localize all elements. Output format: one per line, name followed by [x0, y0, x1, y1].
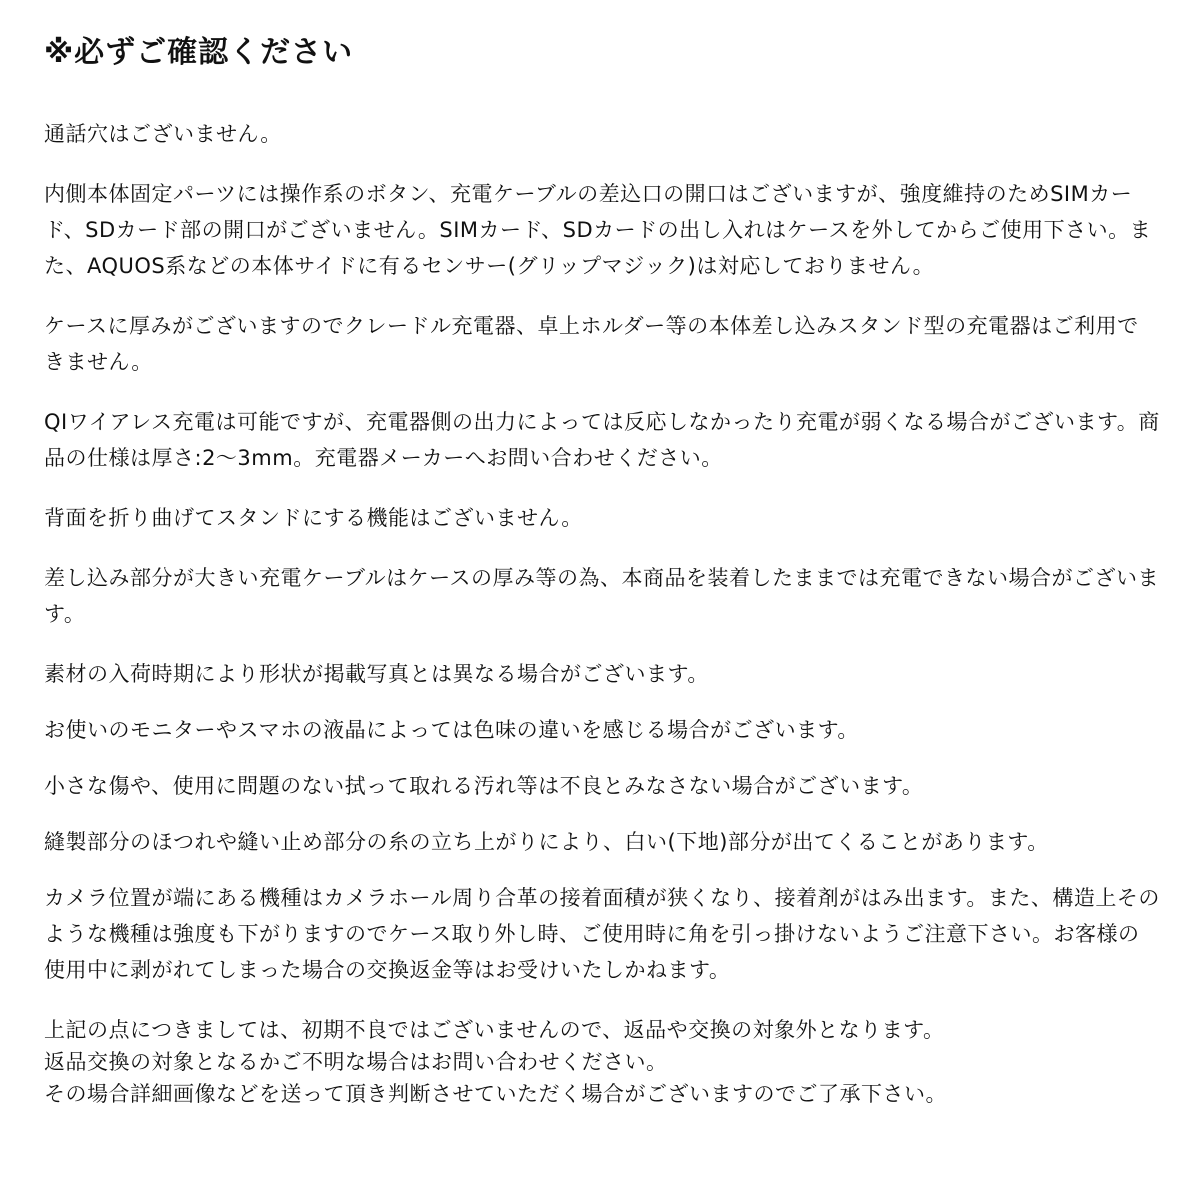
notice-footer	[44, 1014, 1160, 1110]
notice-paragraph-wireless-charging: QIワイアレス充電は可能ですが、充電器側の出力によっては反応しなかったり充電が弱くなる場合がございます。商品の仕様は厚さ:2〜3mm。充電器メーカーへお問い合わせください。	[44, 410, 1160, 470]
notice-paragraph-cradle-charger: ケースに厚みがございますのでクレードル充電器、卓上ホルダー等の本体差し込みスタンド型の充電器はご利用できません。	[44, 314, 1139, 374]
notice-footer-line: 返品交換の対象となるかご不明な場合はお問い合わせください。	[44, 1050, 668, 1074]
notice-paragraph-stitching: 縫製部分のほつれや縫い止め部分の糸の立ち上がりにより、白い(下地)部分が出てくることがあります。	[44, 830, 1049, 854]
notice-document	[44, 30, 1160, 1110]
notice-paragraph-openings: 内側本体固定パーツには操作系のボタン、充電ケーブルの差込口の開口はございますが、強度維持のためSIMカード、SDカード部の開口がございません。SIMカード、SDカードの出し入れはケースを外してからご使用下さい。また、AQUOS系などの本体サイドに有るセンサー(グリップマジック)は対応しておりません。	[44, 182, 1152, 278]
notice-footer-line: 上記の点につきましては、初期不良ではございませんので、返品や交換の対象外となります。	[44, 1018, 945, 1042]
notice-paragraph-no-call-hole: 通話穴はございません。	[44, 122, 282, 146]
notice-paragraph-color-difference: お使いのモニターやスマホの液晶によっては色味の違いを感じる場合がございます。	[44, 718, 859, 742]
notice-paragraph-no-stand: 背面を折り曲げてスタンドにする機能はございません。	[44, 506, 583, 530]
notice-paragraph-small-scratches: 小さな傷や、使用に問題のない拭って取れる汚れ等は不良とみなさない場合がございます。	[44, 774, 924, 798]
notice-paragraph-cable-size: 差し込み部分が大きい充電ケーブルはケースの厚み等の為、本商品を装着したままでは充電できない場合がございます。	[44, 566, 1160, 626]
notice-footer-line: その場合詳細画像などを送って頂き判断させていただく場合がございますのでご了承下さい。	[44, 1082, 947, 1106]
notice-paragraph-material-shape: 素材の入荷時期により形状が掲載写真とは異なる場合がございます。	[44, 662, 709, 686]
notice-title: ※必ずご確認ください	[44, 35, 354, 70]
notice-paragraph-camera-hole: カメラ位置が端にある機種はカメラホール周り合革の接着面積が狭くなり、接着剤がはみ出ます。また、構造上そのような機種は強度も下がりますのでケース取り外し時、ご使用時に角を引っ掛けないようご注意下さい。お客様の使用中に剥がれてしまった場合の交換返金等はお受けいたしかねます。	[44, 886, 1160, 982]
